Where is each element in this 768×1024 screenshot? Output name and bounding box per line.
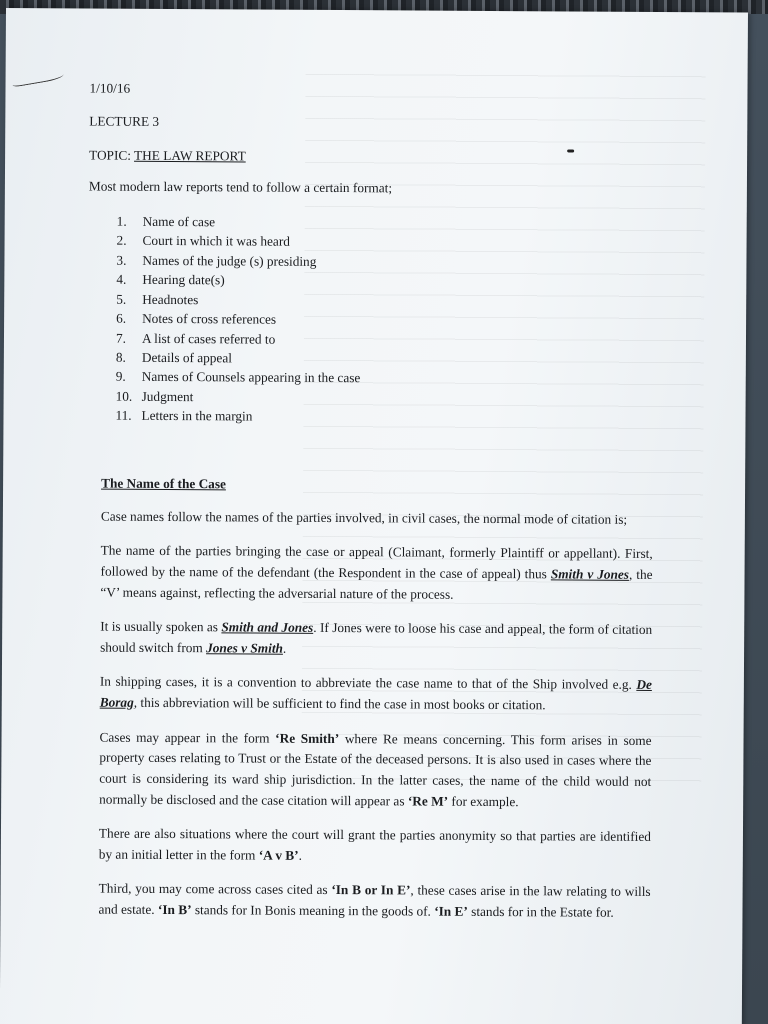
list-number: 2.	[116, 233, 127, 249]
list-item	[115, 406, 653, 429]
text-run: Cases may appear in the form	[99, 729, 276, 746]
text-run: There are also situations where the court will grant the parties anonymity so that parties are identified by an initial letter in the form	[98, 825, 651, 863]
intro-text: Most modern law reports tend to follow a certain format;	[88, 178, 393, 196]
list-number: 10.	[115, 388, 133, 404]
paragraph-spoken-form	[100, 617, 652, 662]
case-name: Smith and Jones	[221, 619, 314, 636]
lecture-page	[0, 8, 748, 1024]
paragraph-re-form	[99, 727, 651, 813]
list-number: 8.	[115, 349, 126, 365]
citation-form: ‘In B’	[157, 901, 192, 918]
case-name: De Borag	[99, 677, 652, 710]
list-text: Court in which it was heard	[142, 233, 290, 250]
list-text: Names of Counsels appearing in the case	[141, 369, 361, 386]
citation-form: ‘Re Smith’	[275, 730, 340, 746]
topic-label: TOPIC:	[89, 147, 135, 163]
list-text: Judgment	[141, 388, 194, 404]
text-run: stands for in the Estate for.	[467, 903, 614, 920]
list-text: Hearing date(s)	[142, 272, 225, 288]
list-text: Headnotes	[142, 291, 199, 307]
paragraph-shipping	[100, 672, 652, 717]
citation-form: ‘A v B’	[258, 847, 299, 863]
text-run: , these cases arise in the law relating to wills and estate.	[98, 882, 651, 917]
text-run: .	[282, 640, 287, 656]
list-number: 5.	[116, 291, 127, 307]
topic-title: THE LAW REPORT	[134, 147, 246, 163]
text-run: for example.	[448, 793, 519, 809]
list-text: Names of the judge (s) presiding	[142, 252, 317, 269]
list-text: A list of cases referred to	[141, 330, 276, 347]
text-run: The name of the parties bringing the case or appeal (Claimant, formerly Plaintiff or appellant). First, followed by the name of the defendant (the Respondent in the case of appeal) thus	[100, 542, 653, 582]
section-heading: The Name of the Case	[101, 475, 226, 491]
format-list	[87, 212, 654, 429]
paragraph-parties	[100, 541, 652, 606]
text-run: stands for In Bonis meaning in the goods of.	[191, 902, 435, 919]
list-number: 3.	[116, 252, 127, 268]
text-run: Third, you may come across cases cited as	[98, 880, 332, 898]
list-text: Notes of cross references	[142, 310, 277, 327]
list-text: Name of case	[142, 213, 216, 230]
list-text: Details of appeal	[141, 349, 233, 366]
list-number: 1.	[116, 213, 127, 229]
topic-line	[89, 145, 655, 168]
text-run: where Re means concerning. This form arises in some property cases relating to Trust or the Estate of the deceased persons. It is also used in cases where the court is considering its ward ship jurisdiction. In the latter cases, the name of the child would not normally be disclosed and the case citation will appear as	[99, 730, 652, 808]
text-run: , the “V’ means against, reflecting the adversarial nature of the process.	[100, 566, 653, 602]
case-name: Jones v Smith	[206, 640, 283, 656]
lecture-number: LECTURE 3	[89, 113, 160, 130]
paragraph-anonymity	[99, 824, 651, 869]
pen-mark	[11, 68, 64, 88]
paragraph-citation-mode: Case names follow the names of the parties involved, in civil cases, the normal mode of citation is;	[100, 508, 628, 527]
citation-form: ‘Re M’	[407, 792, 449, 809]
citation-form: ‘In B or In E’	[331, 882, 411, 898]
text-run: , this abbreviation will be sufficient to find the case in most books or citation.	[133, 694, 546, 713]
list-number: 4.	[116, 271, 127, 288]
list-number: 9.	[115, 368, 126, 385]
lecture-date: 1/10/16	[89, 80, 131, 96]
text-run: . If Jones were to loose his case and appeal, the form of citation should switch from	[100, 620, 653, 656]
text-run: It is usually spoken as	[100, 618, 222, 635]
list-number: 11.	[115, 407, 132, 423]
text-run: In shipping cases, it is a convention to abbreviate the case name to that of the Ship involved e.g.	[99, 674, 637, 693]
text-run: .	[298, 847, 302, 863]
case-name: Smith v Jones	[550, 566, 630, 582]
citation-form: ‘In E’	[434, 903, 468, 919]
list-text: Letters in the margin	[141, 407, 253, 424]
list-number: 6.	[116, 310, 127, 326]
paragraph-wills	[98, 879, 650, 924]
list-number: 7.	[115, 330, 127, 346]
page-content	[84, 79, 655, 938]
